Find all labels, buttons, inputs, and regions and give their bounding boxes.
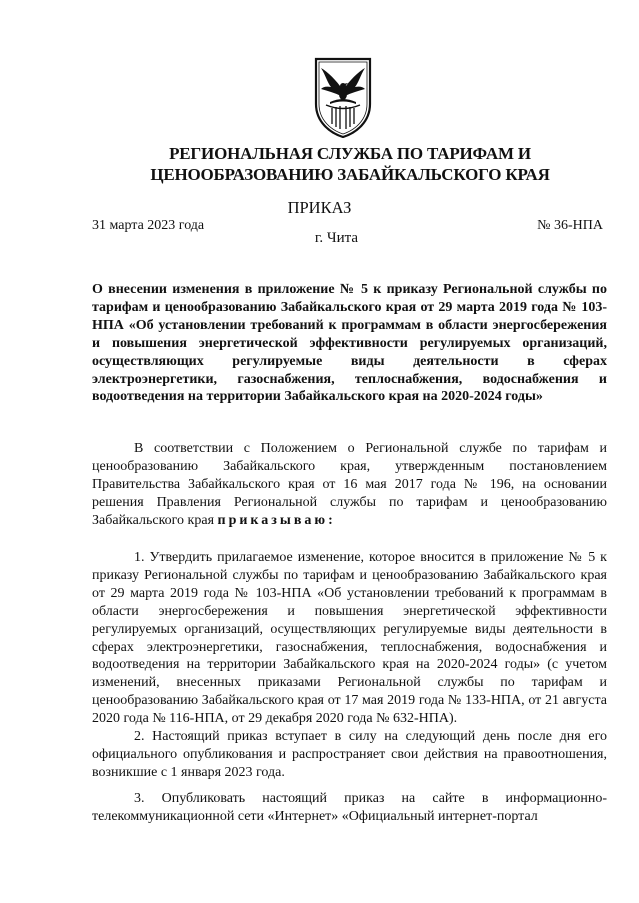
- order-title: ПРИКАЗ: [287, 198, 352, 217]
- paragraph-2-text: 2. Настоящий приказ вступает в силу на следующий день после дня его официального опубликования и распространяет свои действия на правоотношения, возникшие с 1 января 2023 года.: [92, 729, 607, 780]
- paragraph-3: [92, 790, 607, 826]
- order-number: № 36-НПА: [537, 218, 603, 233]
- paragraph-3-text: 3. Опубликовать настоящий приказ на сайте в информационно-телекоммуникационной сети «Интернет» «Официальный интернет-портал: [92, 791, 607, 824]
- paragraph-1-text: 1. Утвердить прилагаемое изменение, которое вносится в приложение № 5 к приказу Региональной службы по тарифам и ценообразованию Забайкальского края от 29 марта 2019 года № 103-НПА «Об установлении требований к программам в области энергосбережения и повышения энергетической эффективности регулируемых организаций, осуществляющих регулируемые виды деятельности в сферах электроэнергетики, газоснабжения, теплоснабжения, водоснабжения и водоотведения на территории Забайкальского края на 2020-2024 годы» (с учетом изменений, внесенных приказами Региональной службы по тарифам и ценообразованию Забайкальского края от 17 мая 2019 года № 133-НПА, от 21 августа 2020 года № 116-НПА, от 29 декабря 2020 года № 632-НПА).: [92, 550, 607, 727]
- preamble-paragraph: [92, 440, 607, 530]
- coat-of-arms-emblem: [312, 56, 374, 138]
- order-date: 31 марта 2023 года: [92, 218, 205, 233]
- order-city: г. Чита: [314, 230, 359, 246]
- preamble-text: В соответствии с Положением о Региональной службе по тарифам и ценообразованию Забайкальского края, утвержденным постановлением Правительства Забайкальского края от 16 мая 2017 года № 196, на основании решения Правления Региональной службы по тарифам и ценообразованию Забайкальского края: [92, 441, 607, 528]
- preamble-emphasis: приказываю:: [217, 512, 336, 528]
- agency-name: [60, 143, 639, 185]
- order-subject: О внесении изменения в приложение № 5 к приказу Региональной службы по тарифам и ценообразованию Забайкальского края от 29 марта 2019 года № 103-НПА «Об установлении требований к программам в области энергосбережения и повышения энергетической эффективности регулируемых организаций, осуществляющих регулируемые виды деятельности в сферах электроэнергетики, газоснабжения, теплоснабжения, водоснабжения и водоотведения на территории Забайкальского края на 2020-2024 годы»: [92, 282, 607, 405]
- paragraph-2: [92, 728, 607, 782]
- agency-name-line-1: РЕГИОНАЛЬНАЯ СЛУЖБА ПО ТАРИФАМ И: [169, 144, 531, 163]
- paragraph-1: [92, 549, 607, 728]
- agency-name-line-2: ЦЕНООБРАЗОВАНИЮ ЗАБАЙКАЛЬСКОГО КРАЯ: [150, 165, 550, 184]
